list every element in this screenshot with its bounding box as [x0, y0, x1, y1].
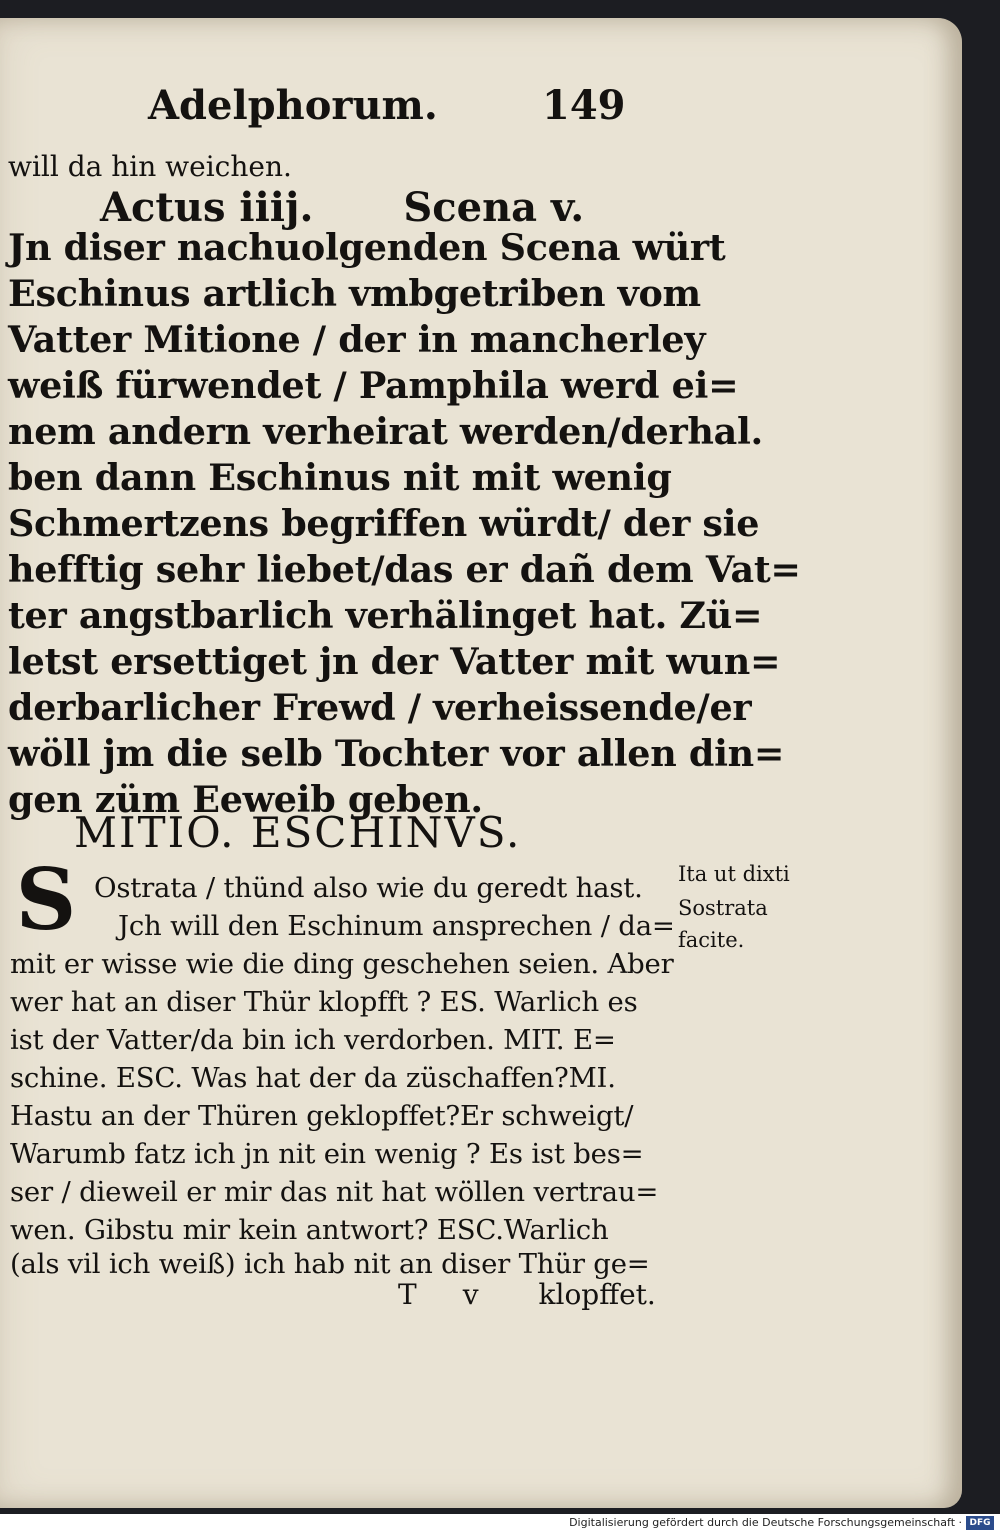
argument-line: gen züm Eeweib geben.	[8, 778, 483, 821]
argument-line: weiß fürwendet / Pamphila werd ei=	[8, 364, 739, 407]
argument-line: Schmertzens begriffen würdt/ der sie	[8, 502, 760, 545]
argument-line: Vatter Mitione / der in mancherley	[8, 318, 706, 361]
page-number: 149	[542, 82, 626, 129]
argument-line: hefftig sehr liebet/das er dañ dem Vat=	[8, 548, 801, 591]
dialogue-line: wer hat an diser Thür klopfft ? ES. Warlich es	[10, 986, 638, 1018]
dialogue-line: ist der Vatter/da bin ich verdorben. MIT. E=	[10, 1024, 616, 1056]
continuation-line: will da hin weichen.	[8, 150, 292, 183]
argument-line: derbarlicher Frewd / verheissende/er	[8, 686, 752, 729]
dialogue-line: Warumb fatz ich jn nit ein wenig ? Es ist bes=	[10, 1138, 644, 1170]
dialogue-line: Hastu an der Thüren geklopffet?Er schweigt/	[10, 1100, 634, 1132]
argument-line: nem andern verheirat werden/derhal.	[8, 410, 763, 453]
argument-line: wöll jm die selb Tochter vor allen din=	[8, 732, 785, 775]
dialogue-line: mit er wisse wie die ding geschehen seien. Aber	[10, 948, 674, 980]
dialogue-line: Ostrata / thünd also wie du geredt hast.	[94, 872, 643, 904]
argument-line: Eschinus artlich vmbgetriben vom	[8, 272, 701, 315]
catchword-line	[398, 1278, 656, 1311]
dialogue-line: wen. Gibstu mir kein antwort? ESC.Warlich	[10, 1214, 609, 1246]
scene-label: Scena v.	[403, 184, 585, 231]
drop-cap-initial: S	[15, 850, 77, 949]
act-label: Actus iiij.	[100, 184, 314, 231]
argument-line: letst ersettiget jn der Vatter mit wun=	[8, 640, 781, 683]
dialogue-line: (als vil ich weiß) ich hab nit an diser Thür ge=	[10, 1248, 650, 1280]
marginal-note-line: facite.	[678, 928, 745, 952]
signature-mark: T	[398, 1278, 417, 1311]
funding-credit: Digitalisierung gefördert durch die Deutsche Forschungsgemeinschaft ·	[569, 1516, 962, 1529]
speaker-heading: MITIO. ESCHINVS.	[74, 808, 522, 857]
dialogue-line: ser / dieweil er mir das nit hat wöllen vertrau=	[10, 1176, 659, 1208]
dialogue-line: schine. ESC. Was hat der da züschaffen?MI.	[10, 1062, 616, 1094]
marginal-note-line: Sostrata	[678, 896, 768, 920]
signature-number: v	[462, 1278, 479, 1311]
marginal-note-line: Ita ut dixti	[678, 862, 790, 886]
argument-line: ben dann Eschinus nit mit wenig	[8, 456, 672, 499]
argument-line: ter angstbarlich verhälinget hat. Zü=	[8, 594, 763, 637]
argument-line: Jn diser nachuolgenden Scena würt	[8, 226, 726, 269]
dfg-logo: DFG	[966, 1516, 994, 1530]
catchword: klopffet.	[538, 1278, 656, 1311]
running-title: Adelphorum.	[148, 82, 438, 129]
act-scene-heading	[100, 184, 584, 231]
dialogue-line: Jch will den Eschinum ansprechen / da=	[118, 910, 675, 942]
